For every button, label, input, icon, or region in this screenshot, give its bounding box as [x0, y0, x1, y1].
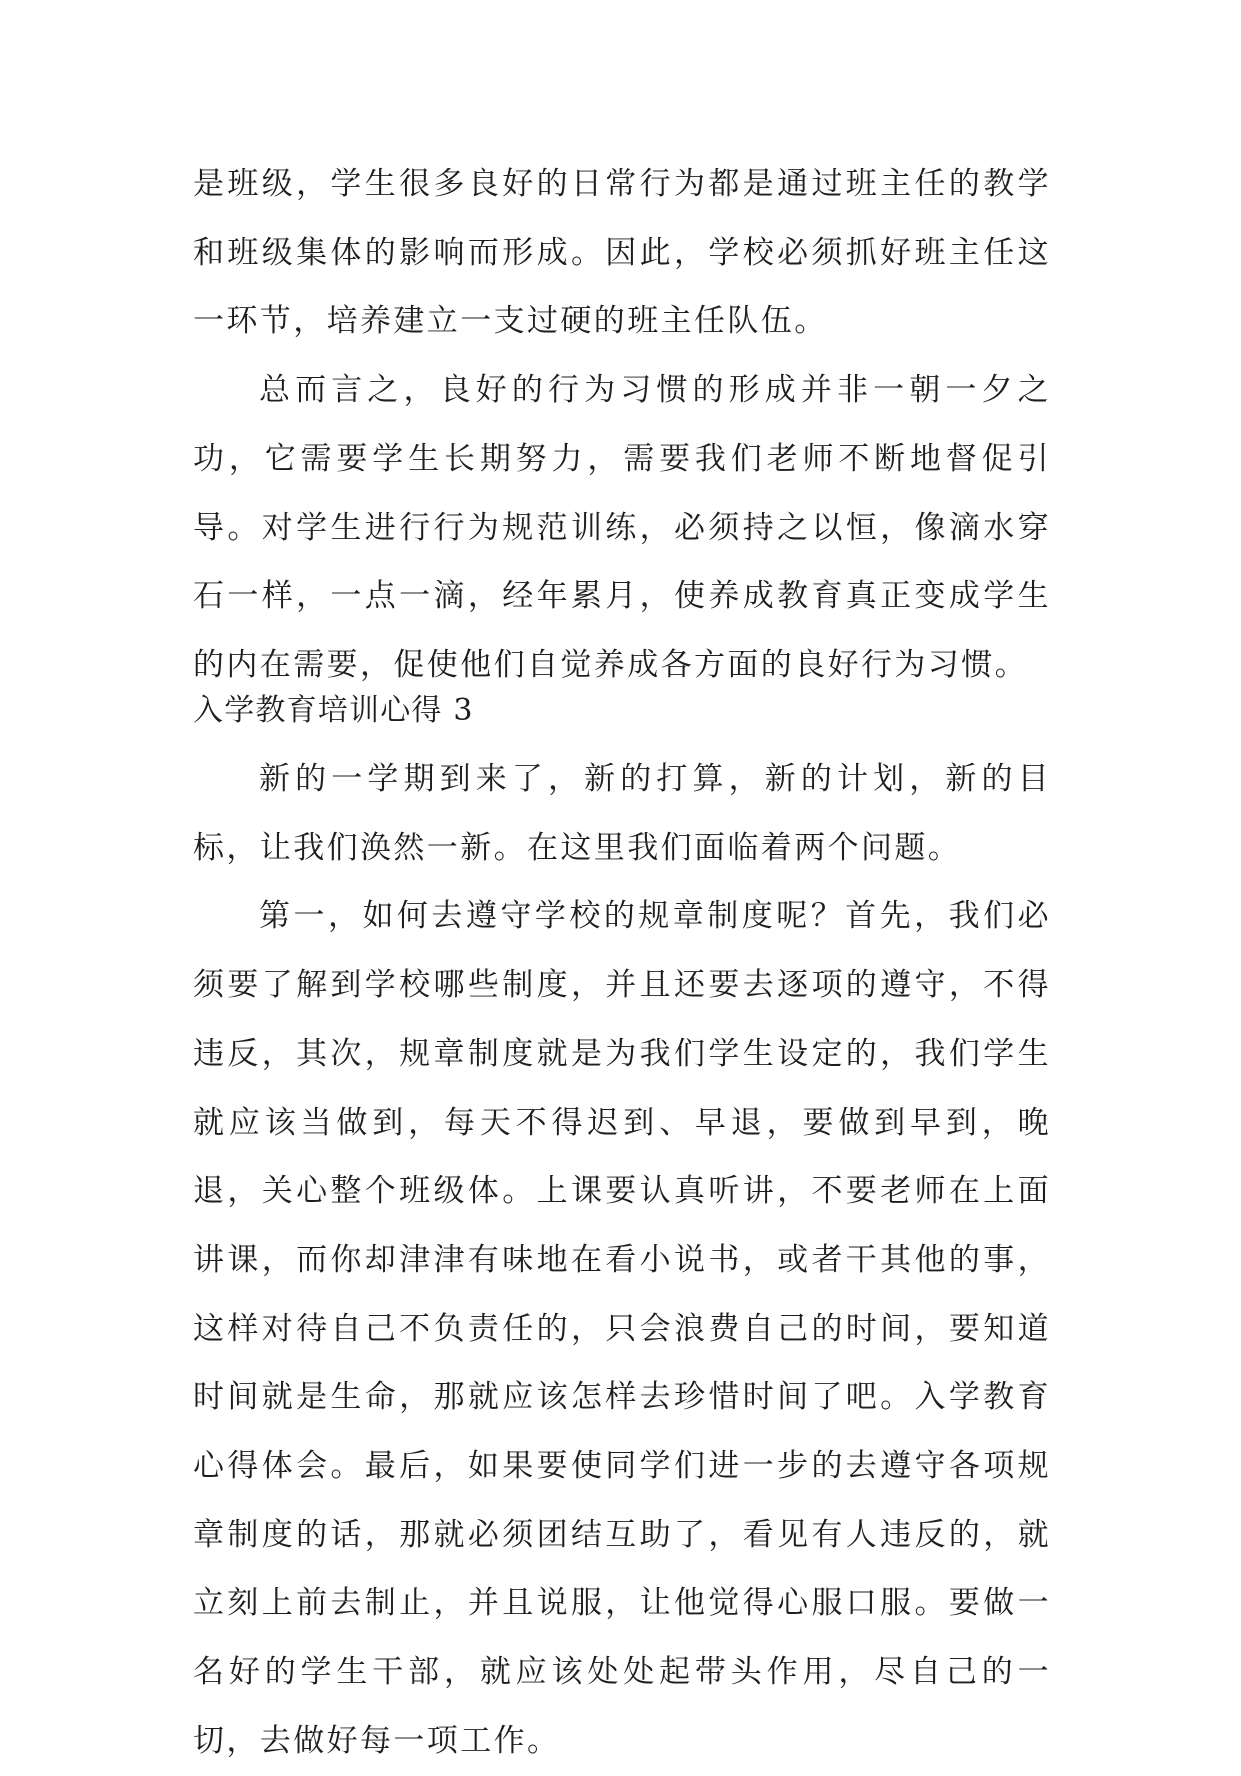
paragraph-continued: 是班级，学生很多良好的日常行为都是通过班主任的教学和班级集体的影响而形成。因此，学校必须抓好班主任这一环节，培养建立一支过硬的班主任队伍。 [193, 166, 1051, 340]
section-text-block [193, 745, 1051, 1776]
paragraph-rules: 第一，如何去遵守学校的规章制度呢？首先，我们必须要了解到学校哪些制度，并且还要去逐项的遵守，不得违反，其次，规章制度就是为我们学生设定的，我们学生就应该当做到，每天不得迟到、早退，要做到早到，晚退，关心整个班级体。上课要认真听讲，不要老师在上面讲课，而你却津津有味地在看小说书，或者干其他的事，这样对待自己不负责任的，只会浪费自己的时间，要知道时间就是生命，那就应该怎样去珍惜时间了吧。入学教育心得体会。最后，如果要使同学们进一步的去遵守各项规章制度的话，那就必须团结互助了，看见有人违反的，就立刻上前去制止，并且说服，让他觉得心服口服。要做一名好的学生干部，就应该处处起带头作用，尽自己的一切，去做好每一项工作。 [193, 898, 1051, 1759]
paragraph-intro: 新的一学期到来了，新的打算，新的计划，新的目标，让我们涣然一新。在这里我们面临着两个问题。 [193, 761, 1051, 866]
paragraph-summary: 总而言之，良好的行为习惯的形成并非一朝一夕之功，它需要学生长期努力，需要我们老师不断地督促引导。对学生进行行为规范训练，必须持之以恒，像滴水穿石一样，一点一滴，经年累月，使养成教育真正变成学生的内在需要，促使他们自觉养成各方面的良好行为习惯。 [193, 372, 1051, 683]
section-title: 入学教育培训心得 3 [193, 693, 474, 728]
top-text-block [193, 150, 1051, 700]
